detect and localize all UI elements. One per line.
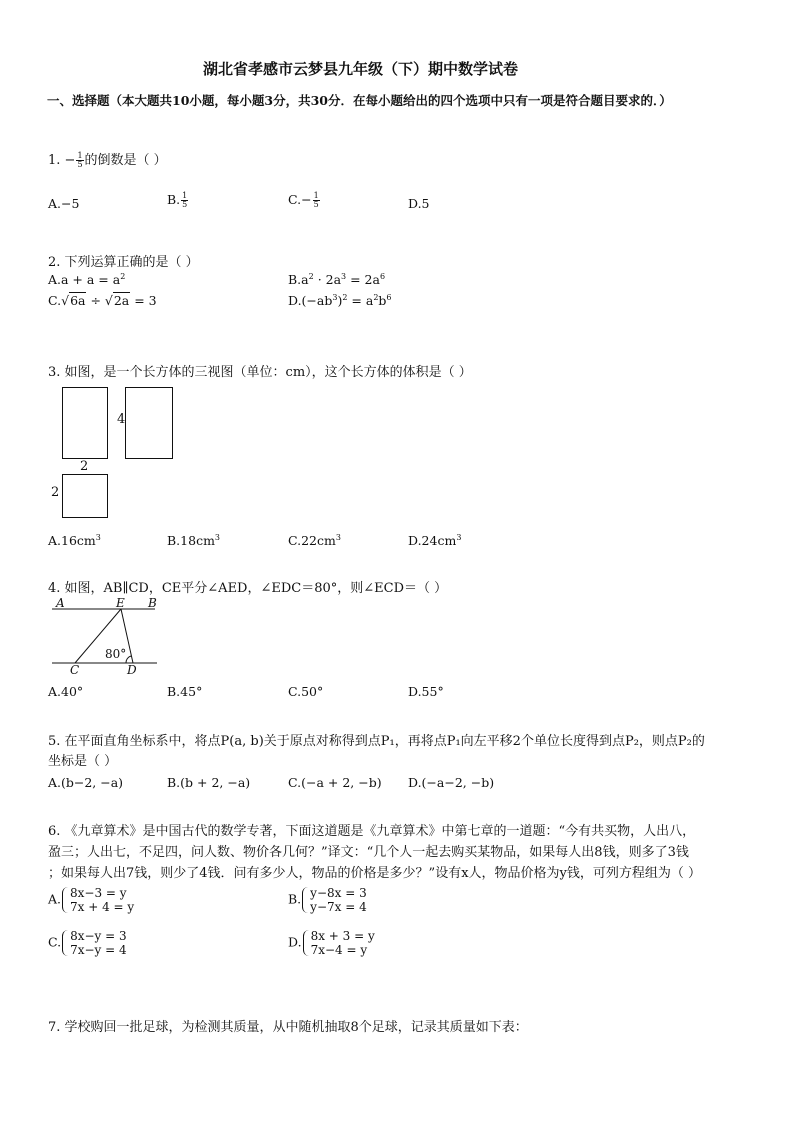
q2-option-c[interactable]: C.√6a ÷ √2a = 3 [48, 293, 157, 308]
q1-prefix: 1. − [48, 153, 76, 168]
angle-80-label: 80° [105, 647, 127, 661]
page-title: 湖北省孝感市云梦县九年级（下）期中数学试卷 [203, 60, 519, 78]
q1-option-c[interactable]: C.− $\frac{1}{5}$ [288, 191, 319, 209]
question-7: 7. 学校购回一批足球，为检测其质量，从中随机抽取8个足球，记录其质量如下表： [48, 1020, 528, 1035]
question-4: 4. 如图，AB∥CD，CE平分∠AED，∠EDC＝80°，则∠ECD＝（ ） [48, 581, 448, 596]
q6-option-c[interactable]: C. 8x−y = 3 7x−y = 4 [48, 929, 127, 957]
question-5-line-2: 坐标是（ ） [48, 754, 118, 769]
q6-option-a[interactable]: A. 8x−3 = y 7x + 4 = y [48, 886, 135, 914]
q1-option-a[interactable]: A.−5 [48, 196, 80, 211]
q3-option-a[interactable]: $A.16cm^3$ [48, 533, 101, 549]
side-view [125, 387, 173, 459]
q2-option-a[interactable]: $A.a + a = a^2$ [48, 272, 126, 288]
label-2-width: 2 [80, 459, 89, 474]
front-view [62, 387, 108, 459]
point-c-label: C [70, 663, 80, 677]
q1-option-d[interactable]: D.5 [408, 196, 430, 211]
question-3: 3. 如图，是一个长方体的三视图（单位：cm），这个长方体的体积是（ ） [48, 365, 472, 380]
q3-option-c[interactable]: $C.22cm^3$ [288, 533, 341, 549]
top-view [62, 474, 108, 518]
q4-option-c[interactable]: C.50° [288, 684, 324, 699]
point-d-label: D [127, 663, 137, 677]
question-6-line-2: 盈三；人出七，不足四，问人数、物价各几何？”译文：“几个人一起去购买某物品，如果每人出8钱，则多了3钱 [48, 845, 689, 860]
q6-option-b[interactable]: B. y−8x = 3 y−7x = 4 [288, 886, 367, 914]
q1-fraction: $\frac{1}{5}$ [77, 151, 83, 169]
question-2: 2. 下列运算正确的是（ ） [48, 255, 199, 270]
q5-option-b[interactable]: B.(b + 2, −a) [167, 775, 251, 790]
question-6-line-1: 6. 《九章算术》是中国古代的数学专著，下面这道题是《九章算术》中第七章的一道题：“今有共买物，人出八， [48, 824, 696, 839]
point-e-label: E [116, 596, 125, 610]
q1-suffix: 的倒数是（ ） [84, 153, 167, 168]
q2-option-b[interactable]: $B.a^2 \cdot 2a^3 = 2a^6$ [288, 272, 386, 288]
angle-arc [126, 656, 131, 663]
q3-option-d[interactable]: $D.24cm^3$ [408, 533, 462, 549]
q4-option-a[interactable]: A.40° [48, 684, 84, 699]
label-2-depth: 2 [51, 485, 60, 500]
point-a-label: A [56, 596, 65, 610]
point-b-label: B [148, 596, 157, 610]
question-5-line-1: 5. 在平面直角坐标系中，将点P(a, b)关于原点对称得到点P₁，再将点P₁向左平移2个单位长度得到点P₂，则点P₂的 [48, 734, 705, 749]
q1-option-b[interactable]: B. $\frac{1}{5}$ [167, 191, 188, 209]
q3-option-b[interactable]: $B.18cm^3$ [167, 533, 221, 549]
q5-option-c[interactable]: C.(−a + 2, −b) [288, 775, 382, 790]
q5-option-d[interactable]: D.(−a−2, −b) [408, 775, 495, 790]
q4-option-b[interactable]: B.45° [167, 684, 203, 699]
question-1 [48, 149, 167, 169]
q6-option-d[interactable]: D. 8x + 3 = y 7x−4 = y [288, 929, 375, 957]
section-heading: 一、选择题（本大题共10小题，每小题3分，共30分．在每小题给出的四个选项中只有一项是符合题目要求的．） [47, 93, 672, 108]
q2-option-d[interactable]: $D.(-ab^3)^2 = a^2b^6$ [288, 293, 392, 309]
label-4: 4 [117, 412, 126, 427]
question-6-line-3: ；如果每人出7钱，则少了4钱．问有多少人，物品的价格是多少？”设有x人，物品价格为y钱，可列方程组为（ ） [48, 866, 701, 881]
q4-option-d[interactable]: D.55° [408, 684, 444, 699]
q5-option-a[interactable]: A.(b−2, −a) [48, 775, 124, 790]
